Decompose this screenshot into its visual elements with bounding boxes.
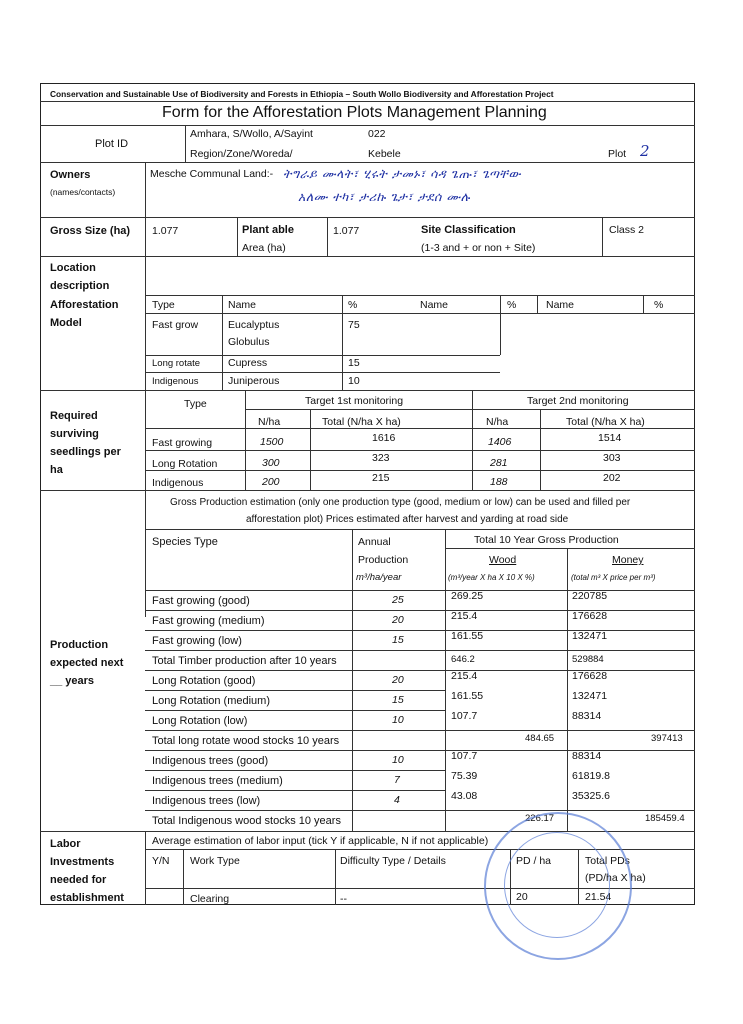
long-row-money: 132471 (572, 690, 608, 702)
aff-row-pct: 10 (348, 375, 360, 387)
total-pds-header: Total PDs (585, 855, 630, 867)
fast-row-wood: 161.55 (451, 630, 484, 642)
ind-total-money: 185459.4 (645, 813, 685, 824)
aff-header-type: Type (152, 299, 175, 311)
total-header-2: Total (N/ha X ha) (566, 416, 645, 428)
aff-row-name2: Globulus (228, 336, 270, 348)
seed-row-type: Fast growing (152, 437, 213, 449)
production-note-1: Gross Production estimation (only one production type (good, medium or low) can be used and filled per (170, 497, 631, 508)
long-row-money: 88314 (572, 710, 602, 722)
total-pds-sub-header: (PD/ha X ha) (585, 872, 646, 884)
ind-row-annual: 10 (392, 754, 404, 766)
ind-total-wood: 226.17 (525, 813, 555, 824)
seed-row-t2: 202 (603, 472, 621, 484)
long-row-wood: 215.4 (451, 670, 478, 682)
aff-row-name: Eucalyptus (228, 319, 280, 331)
nha-header-2: N/ha (486, 416, 509, 428)
seed-row-n1: 1500 (260, 436, 284, 448)
aff-row-name: Cupress (228, 357, 268, 369)
money-header: Money (612, 554, 644, 566)
labor-label-1: Labor (50, 838, 81, 850)
aff-header-pct-2: % (507, 299, 517, 311)
ind-row-wood: 75.39 (451, 770, 478, 782)
seed-row-n2: 281 (490, 457, 508, 469)
total-header-1: Total (N/ha X ha) (322, 416, 401, 428)
site-class-sub: (1-3 and + or non + Site) (421, 242, 536, 254)
seedlings-label-3: seedlings per (50, 446, 121, 458)
fast-total-wood: 646.2 (451, 654, 475, 665)
target-1-header: Target 1st monitoring (305, 395, 404, 407)
owners-handwritten-1: ትግራይ ሙላት፣ ሂሩት ታመኑ፣ ሳዳ ጌጡ፣ ጌጣቸው (283, 166, 521, 181)
production-note-2: afforestation plot) Prices estimated after harvest and yarding at road side (246, 514, 569, 525)
fast-row-wood: 269.25 (451, 590, 484, 602)
annual-header-3: m³/ha/year (356, 572, 402, 583)
seedlings-label-2: surviving (50, 428, 99, 440)
gross-size-label: Gross Size (ha) (50, 225, 131, 237)
labor-label-4: establishment (50, 892, 124, 904)
fast-row-money: 220785 (572, 590, 608, 602)
fast-row-annual: 15 (392, 634, 404, 646)
official-stamp-inner-ring (504, 832, 610, 938)
kebele-label: Kebele (368, 148, 401, 160)
long-row-annual: 10 (392, 714, 404, 726)
aff-row-name: Juniperous (228, 375, 280, 387)
seedlings-label-4: ha (50, 464, 63, 476)
plantable-value: 1.077 (333, 225, 360, 237)
aff-row-pct: 75 (348, 319, 360, 331)
wood-sub-header: (m³/year X ha X 10 X %) (448, 573, 535, 582)
location-label: Location (50, 262, 96, 274)
ind-row-name: Indigenous trees (medium) (152, 775, 283, 787)
project-line: Conservation and Sustainable Use of Biodiversity and Forests in Ethiopia – South Wollo Biodiversity and Afforestation Project (50, 89, 554, 99)
labor-yn-header: Y/N (152, 855, 170, 867)
target-2-header: Target 2nd monitoring (527, 395, 629, 407)
seed-row-n1: 300 (262, 457, 280, 469)
site-class-label: Site Classification (421, 224, 516, 236)
form-title: Form for the Afforestation Plots Management Planning (162, 104, 547, 121)
ind-row-money: 88314 (572, 750, 602, 762)
long-row-wood: 161.55 (451, 690, 484, 702)
labor-note: Average estimation of labor input (tick Y if applicable, N if not applicable) (152, 835, 489, 847)
production-label-2: expected next (50, 657, 124, 669)
annual-header-2: Production (358, 554, 409, 566)
aff-row-type: Fast grow (152, 319, 199, 331)
labor-row-work: Clearing (190, 893, 230, 905)
pd-ha-header: PD / ha (516, 855, 552, 867)
location-label-2: description (50, 280, 110, 292)
long-row-money: 176628 (572, 670, 608, 682)
seed-row-t1: 215 (372, 472, 390, 484)
plot-label: Plot (608, 148, 627, 160)
fast-total-money: 529884 (572, 654, 604, 665)
fast-row-money: 176628 (572, 610, 608, 622)
ind-row-money: 61819.8 (572, 770, 610, 782)
afforestation-label: Afforestation (50, 299, 119, 311)
plot-id-label: Plot ID (95, 138, 129, 150)
owners-value: Mesche Communal Land:- (150, 168, 274, 180)
long-total-wood: 484.65 (525, 733, 555, 744)
fast-row-name: Fast growing (medium) (152, 615, 265, 627)
long-row-name: Long Rotation (good) (152, 675, 256, 687)
fast-total-name: Total Timber production after 10 years (152, 655, 337, 667)
long-row-annual: 20 (392, 674, 404, 686)
seed-row-n1: 200 (262, 476, 280, 488)
ind-row-wood: 107.7 (451, 750, 478, 762)
aff-header-pct-1: % (348, 299, 358, 311)
work-type-header: Work Type (190, 855, 240, 867)
species-type-header: Species Type (152, 536, 218, 548)
owners-handwritten-2: አለሙ ተካ፣ ታሪኩ ጌታ፣ ታደሰ ሙሉ (298, 189, 471, 204)
aff-row-type: Long rotate (152, 358, 201, 369)
difficulty-header: Difficulty Type / Details (340, 855, 446, 867)
labor-row-pd: 20 (516, 891, 528, 903)
long-total-name: Total long rotate wood stocks 10 years (152, 735, 340, 747)
plot-number: 2 (640, 142, 651, 160)
fast-row-name: Fast growing (good) (152, 595, 250, 607)
long-row-annual: 15 (392, 694, 404, 706)
fast-row-money: 132471 (572, 630, 608, 642)
region-value: Amhara, S/Wollo, A/Sayint (190, 128, 313, 140)
production-label-3: __ years (50, 675, 95, 687)
long-total-money: 397413 (651, 733, 683, 744)
ind-row-name: Indigenous trees (good) (152, 755, 269, 767)
ind-row-annual: 7 (394, 774, 400, 786)
total-production-header: Total 10 Year Gross Production (474, 534, 619, 546)
labor-row-total: 21.54 (585, 891, 612, 903)
site-class-value: Class 2 (609, 224, 645, 236)
fast-row-wood: 215.4 (451, 610, 478, 622)
seed-row-t2: 303 (603, 452, 621, 464)
labor-row-difficulty: -- (340, 893, 347, 905)
seed-row-t1: 323 (372, 452, 390, 464)
afforestation-label-2: Model (50, 317, 82, 329)
aff-header-name-3: Name (546, 299, 575, 311)
labor-label-2: Investments (50, 856, 115, 868)
ind-row-annual: 4 (394, 794, 400, 806)
ind-row-name: Indigenous trees (low) (152, 795, 261, 807)
seed-row-n2: 188 (490, 476, 508, 488)
plantable-sub: Area (ha) (242, 242, 286, 254)
production-label-1: Production (50, 639, 109, 651)
aff-row-pct: 15 (348, 357, 360, 369)
seedlings-label-1: Required (50, 410, 98, 422)
annual-header-1: Annual (358, 536, 391, 548)
owners-sublabel: (names/contacts) (50, 187, 116, 197)
kebele-value: 022 (368, 128, 386, 140)
seed-row-t1: 1616 (372, 432, 396, 444)
seed-row-t2: 1514 (598, 432, 622, 444)
aff-header-name-2: Name (420, 299, 449, 311)
aff-header-name-1: Name (228, 299, 257, 311)
official-stamp (484, 812, 632, 960)
fast-row-name: Fast growing (low) (152, 635, 242, 647)
region-label: Region/Zone/Woreda/ (190, 148, 293, 160)
aff-row-type: Indigenous (152, 376, 199, 387)
seed-row-type: Long Rotation (152, 458, 218, 470)
ind-row-money: 35325.6 (572, 790, 610, 802)
gross-size-value: 1.077 (152, 225, 179, 237)
wood-header: Wood (489, 554, 517, 566)
seed-row-n2: 1406 (488, 436, 512, 448)
long-row-name: Long Rotation (low) (152, 715, 248, 727)
labor-label-3: needed for (50, 874, 107, 886)
ind-row-wood: 43.08 (451, 790, 478, 802)
fast-row-annual: 25 (392, 594, 404, 606)
seed-row-type: Indigenous (152, 477, 204, 489)
fast-row-annual: 20 (392, 614, 404, 626)
money-sub-header: (total m³ X price per m³) (571, 573, 656, 582)
nha-header-1: N/ha (258, 416, 281, 428)
ind-total-name: Total Indigenous wood stocks 10 years (152, 815, 341, 827)
seedlings-type-header: Type (184, 398, 207, 410)
long-row-wood: 107.7 (451, 710, 478, 722)
owners-label: Owners (50, 169, 91, 181)
aff-header-pct-3: % (654, 299, 664, 311)
plantable-label: Plant able (242, 224, 294, 236)
long-row-name: Long Rotation (medium) (152, 695, 271, 707)
